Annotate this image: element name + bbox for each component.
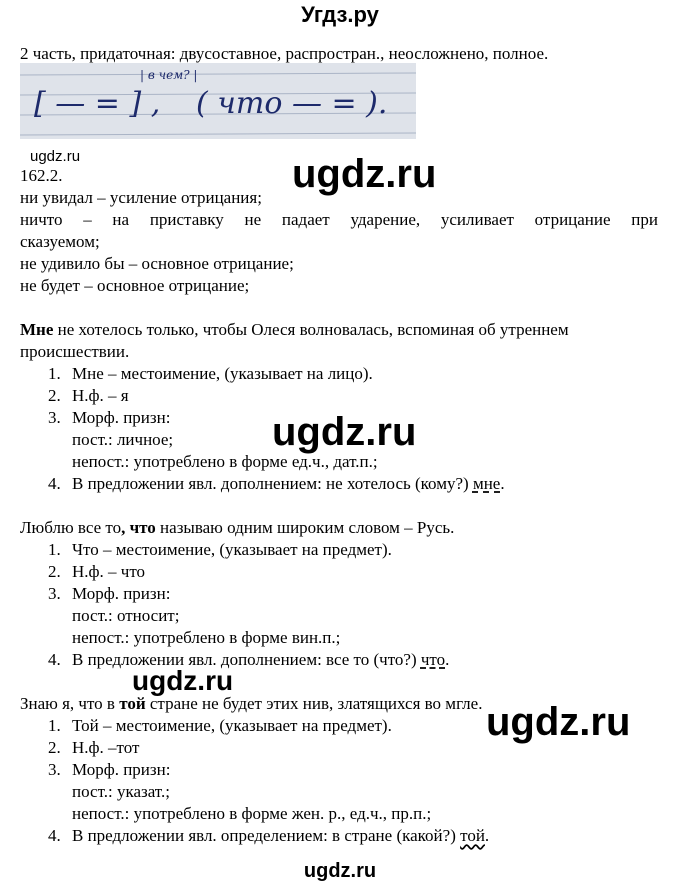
- sentence-3: Знаю я, что в той стране не будет этих нив, златящихся во мгле.: [20, 694, 483, 713]
- list-item: 1. Что – местоимение, (указывает на предмет).: [48, 540, 392, 559]
- task-line: не будет – основное отрицание;: [20, 276, 250, 295]
- task-line: сказуемом;: [20, 232, 100, 251]
- list-subitem: пост.: указат.;: [72, 782, 170, 801]
- task-line: не удивило бы – основное отрицание;: [20, 254, 294, 273]
- sentence-1-bold: Мне: [20, 320, 54, 339]
- site-title[interactable]: Угдз.ру: [301, 2, 379, 27]
- marked-word: что: [420, 650, 446, 669]
- watermark-small-1: ugdz.ru: [30, 148, 81, 165]
- watermark-4: ugdz.ru: [486, 700, 631, 744]
- list-item: 3. Морф. призн:: [48, 760, 171, 779]
- watermark-3: ugdz.ru: [132, 665, 234, 696]
- intro-line: 2 часть, придаточная: двусоставное, распростран., неосложнено, полное.: [20, 44, 549, 63]
- list-subitem: непост.: употреблено в форме ед.ч., дат.п.;: [72, 452, 378, 471]
- watermark-1: ugdz.ru: [292, 152, 437, 196]
- sentence-1-rest: не хотелось только, чтобы Олеся волновалась, вспоминая об утреннем: [53, 320, 569, 339]
- sentence-2: Люблю все то, что называю одним широким словом – Русь.: [20, 518, 455, 537]
- list-subitem: непост.: употреблено в форме вин.п.;: [72, 628, 341, 647]
- list-item: 2. Н.ф. – я: [48, 386, 129, 405]
- list-item: 4. В предложении явл. определением: в стране (какой?) той.: [48, 826, 490, 845]
- task-line: ничто – на приставку не падает ударение, усиливает отрицание при: [20, 210, 658, 229]
- sketch-note: | в чем? |: [140, 68, 198, 82]
- sketch-formula-right: ( что — = ).: [196, 86, 388, 121]
- footer-watermark: ugdz.ru: [303, 860, 377, 882]
- sentence-1-line2: происшествии.: [20, 342, 130, 361]
- list-item: 2. Н.ф. –тот: [48, 738, 140, 757]
- marked-word: той: [460, 826, 485, 845]
- list-item: 3. Морф. призн:: [48, 584, 171, 603]
- marked-word: мне: [472, 474, 501, 493]
- sentence-3-bold: той: [119, 694, 146, 713]
- watermark-2: ugdz.ru: [272, 410, 417, 454]
- sketch-formula-left: [ — = ] ,: [34, 86, 161, 121]
- list-subitem: непост.: употреблено в форме жен. р., ед.ч., пр.п.;: [72, 804, 432, 823]
- list-subitem: пост.: личное;: [72, 430, 174, 449]
- list-item: 1. Мне – местоимение, (указывает на лицо).: [48, 364, 373, 383]
- sentence-2-bold: , что: [121, 518, 156, 537]
- list-item: 3. Морф. призн:: [48, 408, 171, 427]
- list-subitem: пост.: относит;: [72, 606, 180, 625]
- scheme-sketch: [20, 63, 416, 139]
- list-item: 4. В предложении явл. дополнением: все то (что?) что.: [48, 650, 450, 669]
- task-line: ни увидал – усиление отрицания;: [20, 188, 262, 207]
- sentence-1: [20, 320, 569, 340]
- list-item: 1. Той – местоимение, (указывает на предмет).: [48, 716, 392, 735]
- list-item: 4. В предложении явл. дополнением: не хотелось (кому?) мне.: [48, 474, 505, 493]
- task-number: 162.2.: [20, 166, 63, 185]
- list-item: 2. Н.ф. – что: [48, 562, 146, 581]
